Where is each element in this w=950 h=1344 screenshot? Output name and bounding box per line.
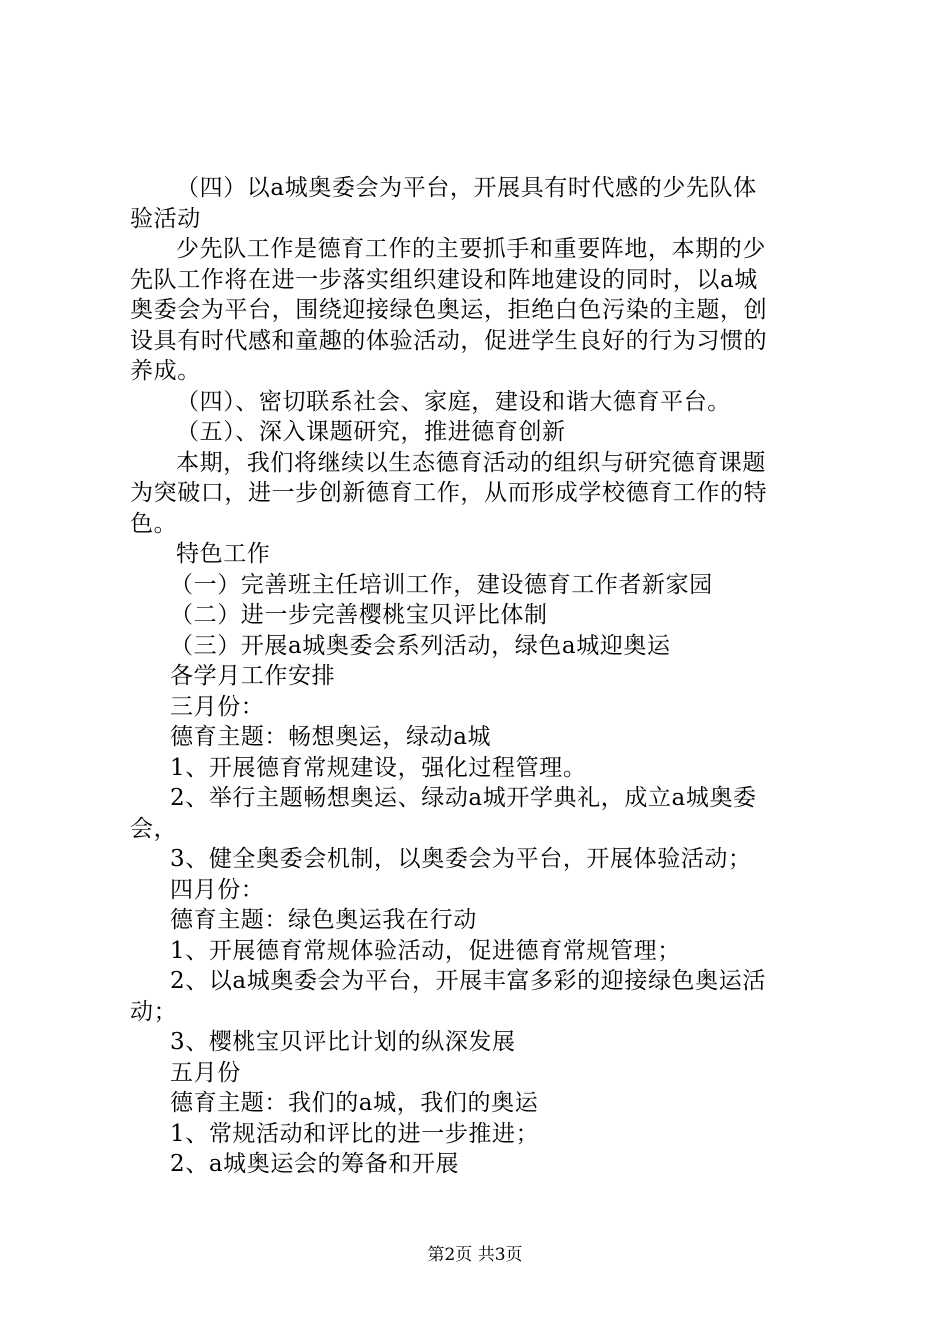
document-line: （五）、深入课题研究，推进德育创新 [176,419,566,445]
document-line: 德育主题：绿色奥运我在行动 [170,907,477,933]
document-line: 动； [130,998,178,1025]
document-line: 设具有时代感和童趣的体验活动，促进学生良好的行为习惯的 [130,327,768,354]
document-line: 特色工作 [176,541,271,567]
document-line: 验活动 [130,205,201,232]
document-line: 奥委会为平台，围绕迎接绿色奥运，拒绝白色污染的主题，创 [130,297,768,323]
document-line: 1、开展德育常规体验活动，促进德育常规管理； [170,937,681,964]
document-line: 3、樱桃宝贝评比计划的纵深发展 [170,1029,516,1055]
document-line: 少先队工作是德育工作的主要抓手和重要阵地，本期的少 [176,236,766,262]
document-line: 五月份 [170,1059,241,1086]
document-line: （四）以a城奥委会为平台，开展具有时代感的少先队体 [176,175,757,201]
document-line: （四）、密切联系社会、家庭，建设和谐大德育平台。 [176,388,731,415]
document-line: 2、a城奥运会的筹备和开展 [170,1151,460,1177]
document-line: 3、健全奥委会机制，以奥委会为平台，开展体验活动； [170,846,752,872]
document-line: 2、以a城奥委会为平台，开展丰富多彩的迎接绿色奥运活 [170,968,766,994]
document-line: 色。 [130,510,178,537]
document-line: 四月份： [170,876,265,903]
document-line: （一）完善班主任培训工作，建设德育工作者新家园 [170,571,713,598]
document-line: 三月份： [170,693,265,720]
document-line: 为突破口，进一步创新德育工作，从而形成学校德育工作的特 [130,480,768,506]
document-line: 1、常规活动和评比的进一步推进； [170,1120,540,1147]
document-line: 1、开展德育常规建设，强化过程管理。 [170,754,587,781]
document-line: 养成。 [130,358,201,384]
document-line: （二）进一步完善樱桃宝贝评比体制 [170,602,548,628]
document-line: （三）开展a城奥委会系列活动，绿色a城迎奥运 [170,632,671,659]
document-line: 德育主题：我们的a城，我们的奥运 [170,1090,539,1116]
document-line: 先队工作将在进一步落实组织建设和阵地建设的同时，以a城 [130,266,758,293]
document-line: 会， [130,815,178,842]
document-line: 各学月工作安排 [170,663,336,689]
document-line: 德育主题：畅想奥运，绿动a城 [170,724,492,750]
page-footer: 第2页 共3页 [427,1245,523,1265]
document-body [130,173,830,1180]
document-line: 本期，我们将继续以生态德育活动的组织与研究德育课题 [176,449,766,476]
document-line: 2、举行主题畅想奥运、绿动a城开学典礼，成立a城奥委 [170,785,757,811]
